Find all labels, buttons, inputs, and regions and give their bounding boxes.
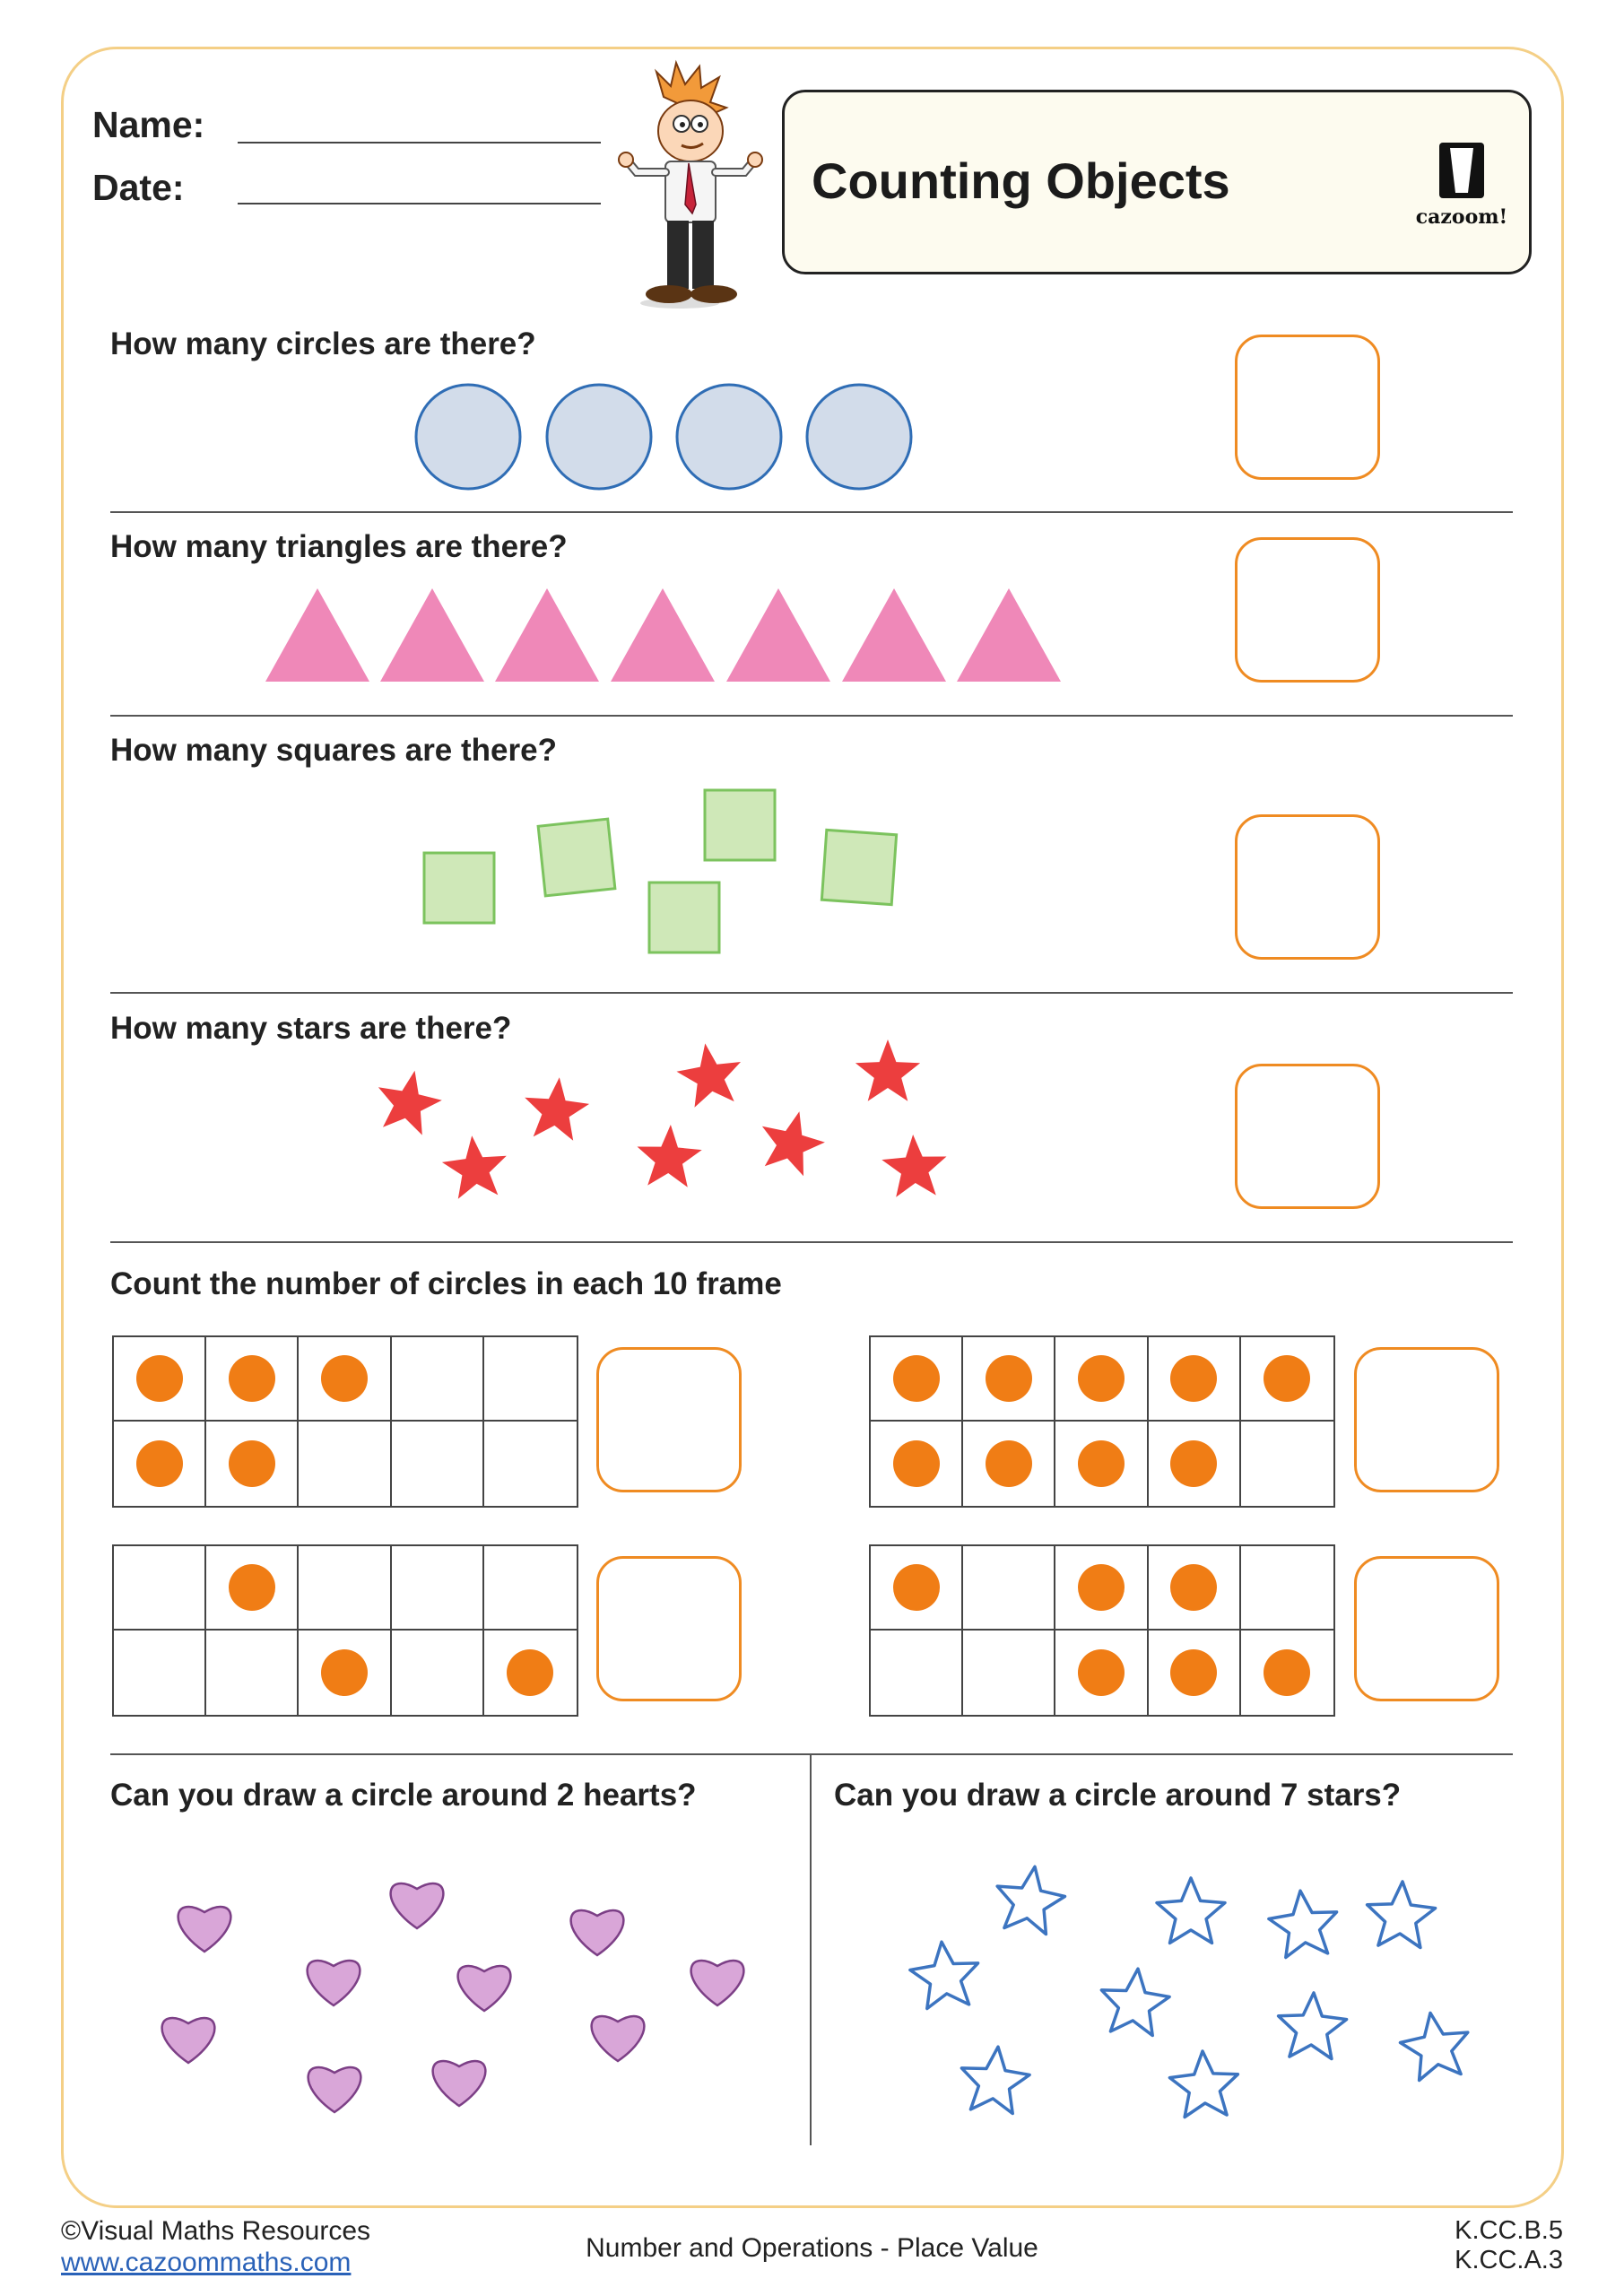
outline-star-shape <box>1157 1878 1225 1943</box>
circle-shape <box>807 385 911 489</box>
triangle-shape <box>957 588 1061 682</box>
ten-frame-cell <box>963 1546 1055 1631</box>
counter-dot <box>1170 1564 1217 1611</box>
ten-frame <box>869 1544 1335 1717</box>
heart-shape <box>308 1961 360 2005</box>
square-shape <box>821 830 896 904</box>
outline-star-shape <box>910 1942 978 2008</box>
counter-dot <box>986 1440 1032 1487</box>
answer-box-stars[interactable] <box>1235 1064 1380 1209</box>
question-stars: How many stars are there? <box>110 1011 512 1046</box>
outline-star-shape <box>1279 1993 1347 2059</box>
ten-frame-cell <box>1055 1631 1148 1715</box>
outline-star-shape <box>1101 1969 1169 2035</box>
ten-frame-cell <box>1241 1631 1333 1715</box>
question-circles: How many circles are there? <box>110 326 536 361</box>
standard-code: K.CC.A.3 <box>1455 2246 1563 2274</box>
counter-dot <box>1170 1440 1217 1487</box>
ten-frame-cell <box>114 1631 206 1715</box>
triangle-shape <box>265 588 369 682</box>
star-shape <box>638 1125 702 1187</box>
ten-frame-cell <box>114 1337 206 1422</box>
ten-frame-cell <box>871 1422 963 1506</box>
triangle-shape <box>611 588 715 682</box>
star-shape <box>525 1077 589 1141</box>
triangle-shape <box>726 588 830 682</box>
date-label: Date: <box>92 167 185 208</box>
counter-dot <box>136 1440 183 1487</box>
ten-frame-cell <box>871 1631 963 1715</box>
counter-dot <box>1078 1649 1125 1696</box>
outline-star-shape <box>1169 2051 1238 2118</box>
counter-dot <box>229 1440 275 1487</box>
ten-frame-cell <box>1241 1546 1333 1631</box>
logo-text: cazoom! <box>1415 205 1508 229</box>
ten-frame <box>869 1335 1335 1508</box>
counter-dot <box>1264 1355 1310 1402</box>
circle-shape <box>677 385 781 489</box>
ten-frame-cell <box>1055 1337 1148 1422</box>
name-label: Name: <box>92 104 205 145</box>
counter-dot <box>986 1355 1032 1402</box>
copyright-text: ©Visual Maths Resources <box>61 2216 371 2246</box>
divider <box>110 992 1513 994</box>
star-shape <box>881 1135 946 1197</box>
answer-box-ten-frame-3[interactable] <box>596 1556 742 1701</box>
ten-frame-cell <box>299 1631 391 1715</box>
ten-frame-cell <box>484 1422 577 1506</box>
outline-star-shape <box>1368 1882 1436 1948</box>
standard-code: K.CC.B.5 <box>1455 2216 1563 2245</box>
answer-box-ten-frame-4[interactable] <box>1354 1556 1499 1701</box>
divider <box>110 715 1513 717</box>
ten-frame-cell <box>1149 1631 1241 1715</box>
triangle-shape <box>380 588 484 682</box>
counter-dot <box>229 1355 275 1402</box>
ten-frame-cell <box>484 1631 577 1715</box>
ten-frame-cell <box>299 1422 391 1506</box>
website-link[interactable]: www.cazoommaths.com <box>61 2248 352 2277</box>
ten-frame-cell <box>1149 1546 1241 1631</box>
star-shape <box>855 1039 920 1101</box>
circle-shape <box>416 385 520 489</box>
ten-frame-cell <box>1149 1337 1241 1422</box>
counter-dot <box>1078 1440 1125 1487</box>
ten-frame-cell <box>392 1337 484 1422</box>
ten-frame-cell <box>206 1546 299 1631</box>
heart-shape <box>178 1907 231 1952</box>
triangle-shape <box>495 588 599 682</box>
ten-frame-cell <box>963 1337 1055 1422</box>
ten-frame-cell <box>1055 1422 1148 1506</box>
outline-star-shape <box>1269 1891 1337 1957</box>
ten-frame-cell <box>1241 1422 1333 1506</box>
ten-frame-cell <box>871 1546 963 1631</box>
answer-box-squares[interactable] <box>1235 814 1380 960</box>
ten-frame-cell <box>484 1546 577 1631</box>
ten-frame-cell <box>206 1337 299 1422</box>
counter-dot <box>321 1355 368 1402</box>
ten-frame-cell <box>1149 1422 1241 1506</box>
question-hearts: Can you draw a circle around 2 hearts? <box>110 1778 697 1813</box>
outline-star-shape <box>961 2047 1029 2113</box>
ten-frame-cell <box>206 1422 299 1506</box>
ten-frame-cell <box>392 1422 484 1506</box>
heart-shape <box>571 1910 624 1955</box>
heart-shape <box>433 2061 486 2106</box>
triangle-shape <box>842 588 946 682</box>
outline-star-shape <box>1401 2013 1468 2080</box>
ten-frame <box>112 1335 578 1508</box>
answer-box-circles[interactable] <box>1235 335 1380 480</box>
answer-box-triangles[interactable] <box>1235 537 1380 683</box>
answer-box-ten-frame-2[interactable] <box>1354 1347 1499 1492</box>
square-shape <box>649 883 719 952</box>
star-shape <box>378 1071 442 1135</box>
counter-dot <box>1170 1355 1217 1402</box>
divider <box>110 511 1513 513</box>
ten-frame-cell <box>392 1631 484 1715</box>
ten-frame-cell <box>206 1631 299 1715</box>
ten-frame-cell <box>963 1422 1055 1506</box>
heart-shape <box>391 1883 444 1928</box>
heart-shape <box>162 2018 215 2063</box>
topic-text: Number and Operations - Place Value <box>586 2233 1038 2263</box>
heart-shape <box>691 1961 744 2005</box>
ten-frame-cell <box>484 1337 577 1422</box>
heart-shape <box>308 2067 361 2112</box>
ten-frame-cell <box>1055 1546 1148 1631</box>
ten-frame <box>112 1544 578 1717</box>
counter-dot <box>1170 1649 1217 1696</box>
ten-frame-cell <box>299 1337 391 1422</box>
counter-dot <box>1078 1355 1125 1402</box>
counter-dot <box>893 1564 940 1611</box>
star-shape <box>442 1135 507 1199</box>
counter-dot <box>1078 1564 1125 1611</box>
counter-dot <box>321 1649 368 1696</box>
ten-frame-cell <box>299 1546 391 1631</box>
square-shape <box>705 790 775 860</box>
outline-star-shape <box>997 1866 1064 1934</box>
divider <box>110 1241 1513 1243</box>
counter-dot <box>507 1649 553 1696</box>
ten-frame-cell <box>114 1422 206 1506</box>
column-divider <box>810 1753 812 2145</box>
heart-shape <box>458 1966 511 2011</box>
square-shape <box>538 819 615 896</box>
question-triangles: How many triangles are there? <box>110 529 568 564</box>
counter-dot <box>1264 1649 1310 1696</box>
circle-shape <box>547 385 651 489</box>
square-shape <box>424 853 494 923</box>
counter-dot <box>893 1440 940 1487</box>
ten-frame-cell <box>871 1337 963 1422</box>
ten-frame-instruction: Count the number of circles in each 10 frame <box>110 1266 782 1301</box>
counter-dot <box>136 1355 183 1402</box>
heart-shape <box>592 2016 645 2061</box>
divider <box>110 1753 1513 1755</box>
counter-dot <box>229 1564 275 1611</box>
question-draw-stars: Can you draw a circle around 7 stars? <box>834 1778 1402 1813</box>
ten-frame-cell <box>114 1546 206 1631</box>
answer-box-ten-frame-1[interactable] <box>596 1347 742 1492</box>
star-shape <box>762 1111 825 1176</box>
ten-frame-cell <box>392 1546 484 1631</box>
worksheet-title: Counting Objects <box>812 152 1230 209</box>
question-squares: How many squares are there? <box>110 733 557 768</box>
ten-frame-cell <box>963 1631 1055 1715</box>
ten-frame-cell <box>1241 1337 1333 1422</box>
counter-dot <box>893 1355 940 1402</box>
star-shape <box>677 1043 742 1107</box>
